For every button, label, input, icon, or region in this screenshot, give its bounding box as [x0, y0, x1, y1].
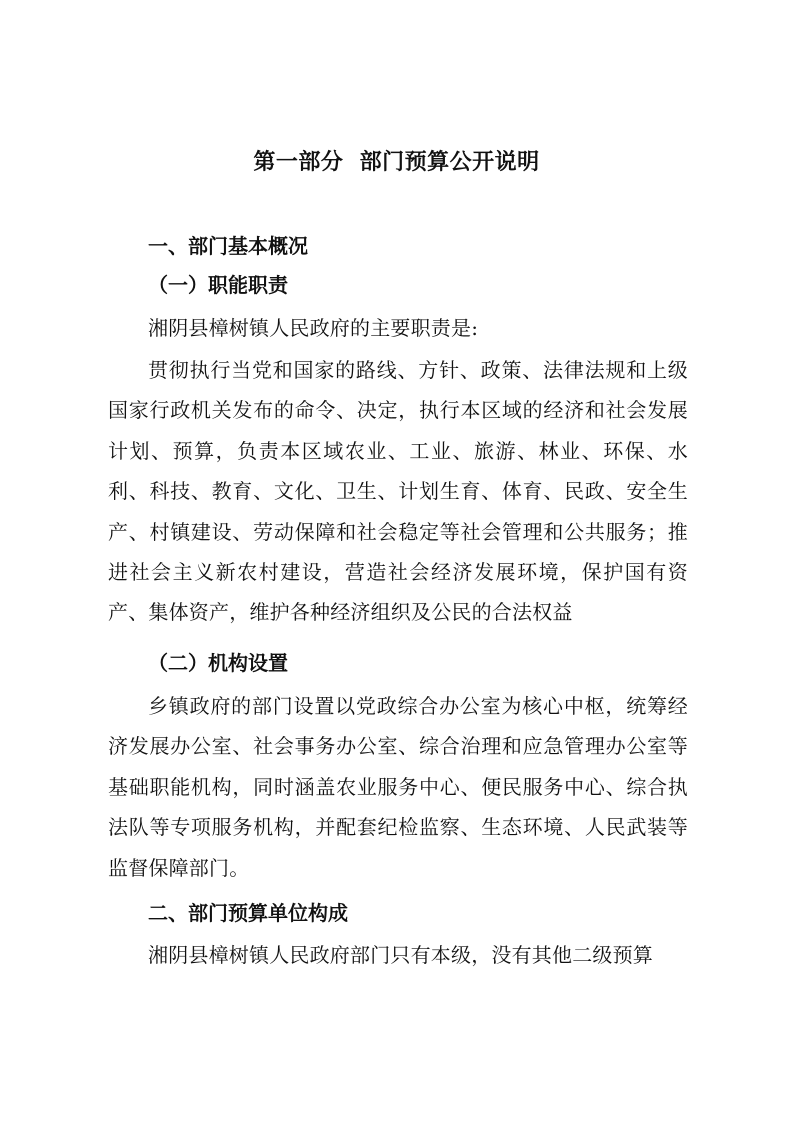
paragraph-budget-units: 湘阴县樟树镇人民政府部门只有本级，没有其他二级预算: [148, 943, 653, 967]
subsection-heading-duties: （一）职能职责: [148, 273, 288, 297]
section-heading-basic-overview: 一、部门基本概况: [148, 234, 308, 258]
subsection-heading-structure: （二）机构设置: [148, 651, 288, 675]
paragraph-structure: 乡镇政府的部门设置以党政综合办公室为核心中枢，统筹经济发展办公室、社会事务办公室、综合治理和应急管理办公室等基础职能机构，同时涵盖农业服务中心、便民服务中心、综合执法队等专项服务机构，并配套纪检监察、生态环境、人民武装等监督保障部门。: [108, 694, 688, 880]
paragraph-duties-intro: 湘阴县樟树镇人民政府的主要职责是:: [148, 316, 479, 340]
paragraph-duties-body: 贯彻执行当党和国家的路线、方针、政策、法律法规和上级国家行政机关发布的命令、决定，执行本区域的经济和社会发展计划、预算，负责本区域农业、工业、旅游、林业、环保、水利、科技、教育、文化、卫生、计划生育、体育、民政、安全生产、村镇建设、劳动保障和社会稳定等社会管理和公共服务；推进社会主义新农村建设，营造社会经济发展环境，保护国有资产、集体资产，维护各种经济组织及公民的合法权益: [108, 358, 688, 625]
page-title: 第一部分 部门预算公开说明: [253, 149, 540, 175]
section-heading-budget-units: 二、部门预算单位构成: [148, 901, 348, 925]
